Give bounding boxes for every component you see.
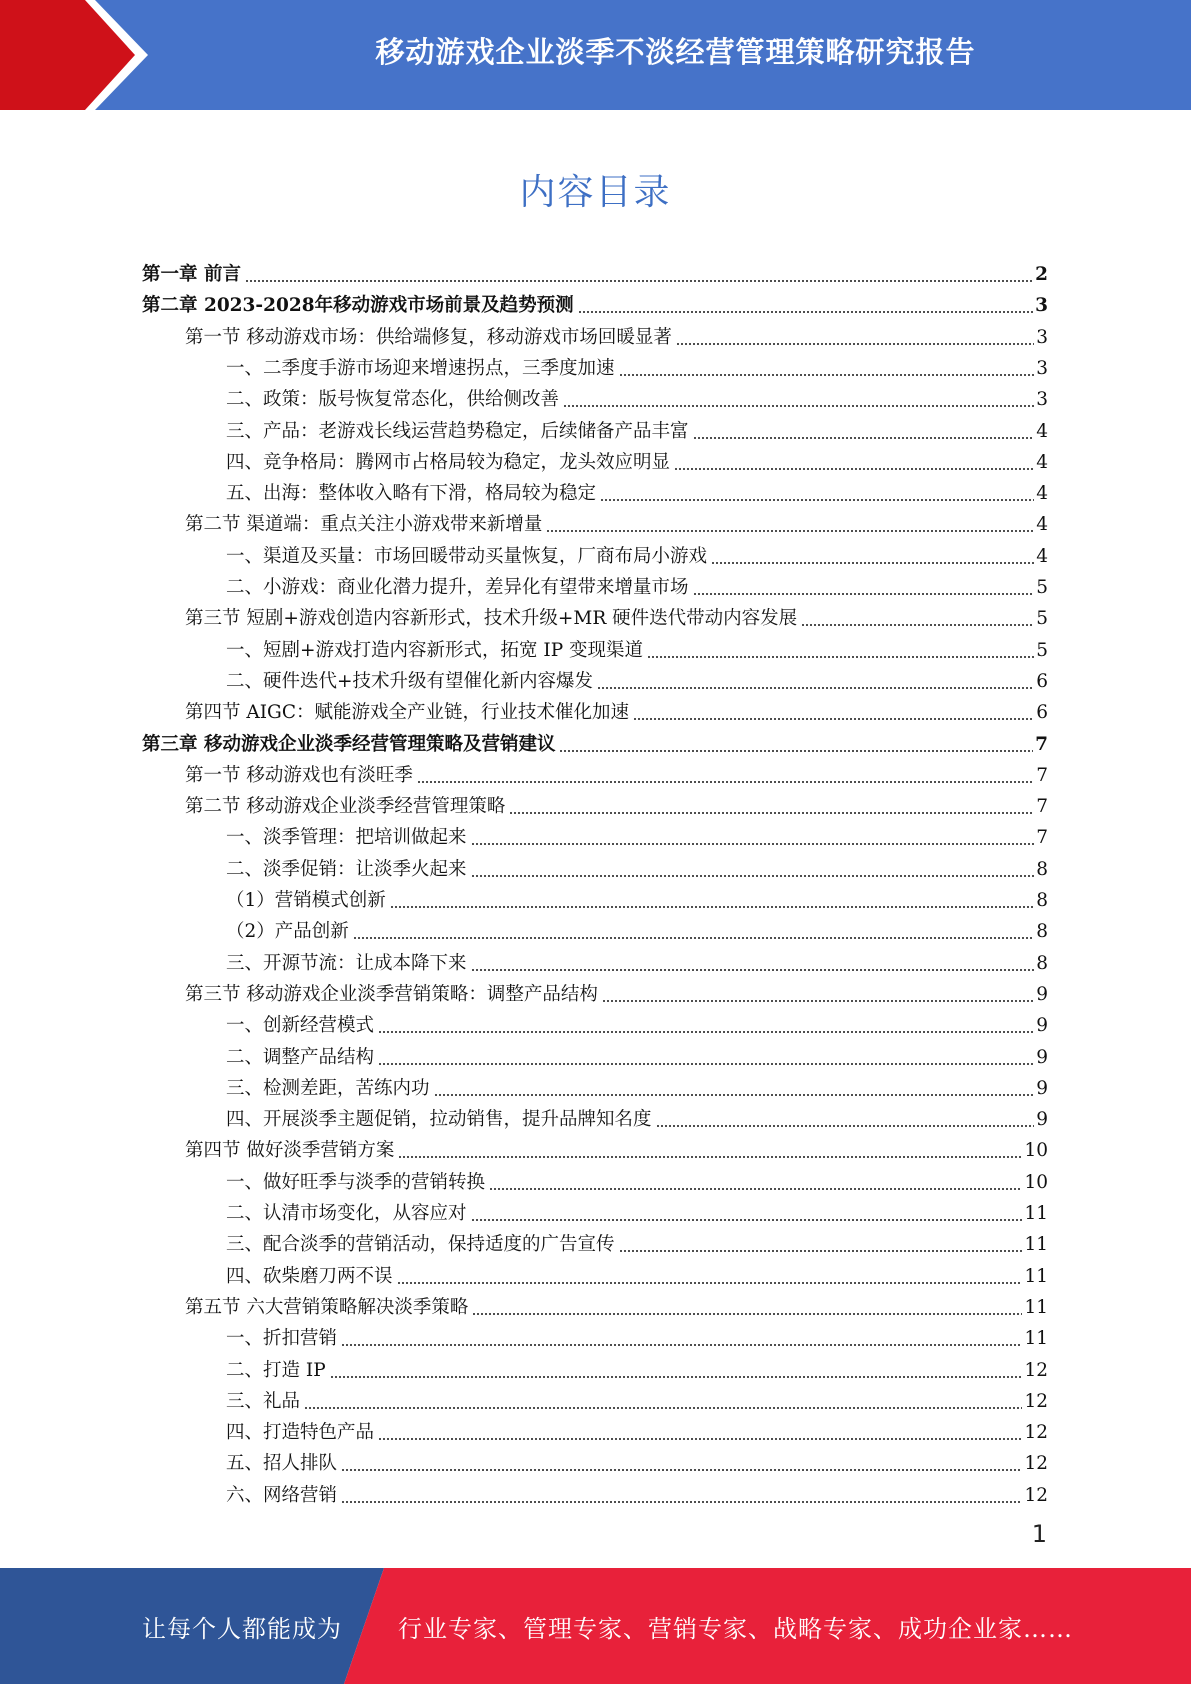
toc-leader-dots xyxy=(801,624,1034,626)
toc-entry-page: 9 xyxy=(1036,1015,1048,1037)
toc-leader-dots xyxy=(676,343,1034,345)
toc-entry-title: 一、做好旺季与淡季的营销转换 xyxy=(226,1171,486,1193)
toc-entry-page: 12 xyxy=(1024,1390,1048,1412)
toc-entry-page: 9 xyxy=(1036,1109,1048,1131)
toc-entry[interactable] xyxy=(226,1351,1048,1382)
toc-entry[interactable] xyxy=(226,474,1048,505)
page-number: 1 xyxy=(1031,1520,1047,1548)
toc-leader-dots xyxy=(647,656,1034,658)
toc-entry-page: 12 xyxy=(1024,1422,1048,1444)
toc-entry-page: 8 xyxy=(1036,921,1048,943)
toc-leader-dots xyxy=(509,812,1034,814)
toc-leader-dots xyxy=(602,1000,1034,1002)
toc-entry-page: 3 xyxy=(1035,295,1048,317)
toc-leader-dots xyxy=(633,718,1034,720)
toc-entry-page: 6 xyxy=(1036,702,1048,724)
toc-entry-page: 7 xyxy=(1036,796,1048,818)
toc-entry[interactable] xyxy=(226,818,1048,849)
toc-entry-title: 第一节 移动游戏也有淡旺季 xyxy=(185,764,413,786)
toc-entry-title: 四、开展淡季主题促销，拉动销售，提升品牌知名度 xyxy=(226,1109,652,1131)
toc-leader-dots xyxy=(398,1156,1022,1158)
toc-entry-title: 一、渠道及买量：市场回暖带动买量恢复，厂商布局小游戏 xyxy=(226,545,708,567)
toc-entry[interactable] xyxy=(226,850,1048,881)
toc-entry-page: 3 xyxy=(1036,326,1048,348)
toc-entry[interactable] xyxy=(185,1288,1048,1319)
toc-entry-page: 5 xyxy=(1036,577,1048,598)
toc-entry-page: 9 xyxy=(1036,1077,1048,1099)
toc-entry-title: 第四节 做好淡季营销方案 xyxy=(185,1140,395,1162)
toc-entry[interactable] xyxy=(185,505,1048,536)
toc-entry-title: 第二章 2023-2028年移动游戏市场前景及趋势预测 xyxy=(142,295,574,317)
toc-entry[interactable] xyxy=(226,944,1048,975)
toc-entry-title: 四、打造特色产品 xyxy=(226,1422,375,1444)
toc-leader-dots xyxy=(341,1344,1022,1346)
toc-entry[interactable] xyxy=(185,318,1048,349)
toc-entry[interactable] xyxy=(185,599,1048,630)
toc-entry[interactable] xyxy=(226,631,1048,662)
toc-leader-dots xyxy=(597,687,1034,689)
toc-leader-dots xyxy=(353,937,1034,939)
toc-entry-title: 第二节 渠道端：重点关注小游戏带来新增量 xyxy=(185,514,543,536)
toc-entry-page: 7 xyxy=(1035,733,1048,755)
toc-entry-title: 第三节 移动游戏企业淡季营销策略：调整产品结构 xyxy=(185,983,598,1005)
toc-entry-title: 第三章 移动游戏企业淡季经营管理策略及营销建议 xyxy=(142,733,556,755)
toc-entry-title: 二、淡季促销：让淡季火起来 xyxy=(226,858,467,880)
toc-entry[interactable] xyxy=(226,912,1048,943)
toc-entry-page: 12 xyxy=(1024,1453,1048,1475)
toc-entry[interactable] xyxy=(226,349,1048,380)
toc-entry[interactable] xyxy=(226,1069,1048,1100)
toc-entry-title: 二、小游戏：商业化潜力提升，差异化有望带来增量市场 xyxy=(226,577,689,598)
toc-entry-title: 三、产品：老游戏长线运营趋势稳定，后续储备产品丰富 xyxy=(226,420,689,442)
toc-entry-page: 11 xyxy=(1024,1328,1048,1350)
toc-entry[interactable] xyxy=(226,1194,1048,1225)
toc-leader-dots xyxy=(559,750,1033,752)
toc-entry[interactable] xyxy=(142,725,1048,756)
toc-entry[interactable] xyxy=(226,662,1048,693)
toc-entry[interactable] xyxy=(226,380,1048,411)
toc-entry-title: 一、折扣营销 xyxy=(226,1328,338,1350)
toc-leader-dots xyxy=(471,875,1035,877)
toc-leader-dots xyxy=(330,1376,1023,1378)
toc-entry-title: 第四节 AIGC：赋能游戏全产业链，行业技术催化加速 xyxy=(185,702,629,724)
toc-leader-dots xyxy=(378,1438,1022,1440)
toc-leader-dots xyxy=(417,781,1034,783)
toc-entry-page: 3 xyxy=(1036,389,1048,411)
toc-entry-title: 第三节 短剧+游戏创造内容新形式，技术升级+MR 硬件迭代带动内容发展 xyxy=(185,608,798,630)
toc-entry-page: 11 xyxy=(1024,1265,1048,1287)
toc-entry-title: 五、招人排队 xyxy=(226,1453,338,1475)
toc-entry-page: 4 xyxy=(1036,514,1048,536)
toc-entry-title: 一、创新经营模式 xyxy=(226,1015,375,1037)
toc-entry[interactable] xyxy=(226,1006,1048,1037)
toc-entry-page: 10 xyxy=(1024,1171,1048,1193)
toc-entry[interactable] xyxy=(185,975,1048,1006)
toc-entry[interactable] xyxy=(226,1163,1048,1194)
toc-entry[interactable] xyxy=(226,1476,1048,1507)
toc-leader-dots xyxy=(434,1094,1035,1096)
toc-entry-title: 三、检测差距，苦练内功 xyxy=(226,1077,430,1099)
toc-leader-dots xyxy=(378,1031,1034,1033)
toc-entry-title: 六、网络营销 xyxy=(226,1484,338,1506)
page-header xyxy=(0,0,1191,110)
toc-leader-dots xyxy=(304,1407,1022,1409)
toc-entry[interactable] xyxy=(226,1038,1048,1069)
toc-entry-title: 二、调整产品结构 xyxy=(226,1046,375,1068)
toc-entry-page: 4 xyxy=(1036,420,1048,442)
toc-leader-dots xyxy=(378,1063,1034,1065)
toc-entry-title: （1）营销模式创新 xyxy=(226,890,386,911)
toc-entry-page: 11 xyxy=(1024,1234,1048,1256)
toc-leader-dots xyxy=(390,906,1034,908)
toc-leader-dots xyxy=(341,1501,1022,1503)
toc-leader-dots xyxy=(711,562,1034,564)
toc-entry-page: 12 xyxy=(1024,1359,1048,1381)
toc-entry-title: 三、配合淡季的营销活动，保持适度的广告宣传 xyxy=(226,1234,615,1256)
toc-entry[interactable] xyxy=(185,1131,1048,1162)
toc-entry[interactable] xyxy=(226,1319,1048,1350)
footer-slogan-left: 让每个人都能成为 xyxy=(142,1614,342,1643)
toc-entry[interactable] xyxy=(226,537,1048,568)
toc-entry[interactable] xyxy=(185,693,1048,724)
toc-entry-page: 6 xyxy=(1036,670,1048,692)
toc-entry-title: 五、出海：整体收入略有下滑，格局较为稳定 xyxy=(226,483,597,505)
toc-leader-dots xyxy=(397,1282,1023,1284)
toc-entry-title: 第五节 六大营销策略解决淡季策略 xyxy=(185,1296,469,1318)
toc-entry-page: 12 xyxy=(1024,1484,1048,1506)
toc-entry-page: 4 xyxy=(1036,545,1048,567)
toc-leader-dots xyxy=(619,374,1035,376)
toc-entry[interactable] xyxy=(142,286,1048,317)
toc-entry-page: 8 xyxy=(1036,858,1048,880)
toc-entry-page: 5 xyxy=(1036,608,1048,630)
toc-entry-title: 三、礼品 xyxy=(226,1390,301,1412)
toc-entry[interactable] xyxy=(226,568,1048,599)
toc-leader-dots xyxy=(471,969,1035,971)
toc-entry[interactable] xyxy=(226,443,1048,474)
toc-entry-title: 一、淡季管理：把培训做起来 xyxy=(226,827,467,849)
toc-entry-title: 四、竞争格局：腾网市占格局较为稳定，龙头效应明显 xyxy=(226,451,671,473)
report-title: 移动游戏企业淡季不淡经营管理策略研究报告 xyxy=(375,34,976,69)
toc-leader-dots xyxy=(471,843,1035,845)
toc-entry[interactable] xyxy=(226,412,1048,443)
toc-entry-title: 二、认清市场变化，从容应对 xyxy=(226,1203,467,1224)
toc-entry-page: 7 xyxy=(1036,764,1048,786)
toc-entry-page: 11 xyxy=(1024,1203,1048,1224)
toc-entry-page: 7 xyxy=(1036,827,1048,849)
toc-entry-page: 2 xyxy=(1035,264,1048,285)
toc-entry-page: 9 xyxy=(1036,983,1048,1005)
toc-entry-title: 第二节 移动游戏企业淡季经营管理策略 xyxy=(185,796,506,818)
toc-leader-dots xyxy=(674,468,1034,470)
toc-entry-page: 3 xyxy=(1036,357,1048,379)
toc-entry-page: 11 xyxy=(1024,1296,1048,1318)
toc-entry[interactable] xyxy=(226,1444,1048,1475)
toc-entry-title: 二、政策：版号恢复常态化，供给侧改善 xyxy=(226,389,560,411)
toc-leader-dots xyxy=(693,593,1035,595)
toc-leader-dots xyxy=(600,499,1034,501)
toc-entry-page: 8 xyxy=(1036,890,1048,911)
toc-leader-dots xyxy=(563,405,1034,407)
toc-entry[interactable] xyxy=(226,1225,1048,1256)
toc-entry-page: 4 xyxy=(1036,483,1048,505)
toc-entry-page: 10 xyxy=(1024,1140,1048,1162)
footer-slogan-right: 行业专家、管理专家、营销专家、战略专家、成功企业家…… xyxy=(398,1614,1073,1643)
toc-entry[interactable] xyxy=(226,1100,1048,1131)
toc-entry-title: 二、打造 IP xyxy=(226,1359,326,1381)
toc-entry-page: 5 xyxy=(1036,639,1048,661)
toc-leader-dots xyxy=(341,1469,1022,1471)
toc-leader-dots xyxy=(619,1250,1023,1252)
toc-leader-dots xyxy=(546,530,1034,532)
toc-entry[interactable] xyxy=(185,756,1048,787)
toc-leader-dots xyxy=(578,311,1034,313)
toc-entry[interactable] xyxy=(142,255,1048,286)
toc-entry-page: 8 xyxy=(1036,952,1048,974)
toc-leader-dots xyxy=(489,1188,1022,1190)
toc-leader-dots xyxy=(471,1219,1023,1221)
toc-entry-page: 9 xyxy=(1036,1046,1048,1068)
toc-title: 内容目录 xyxy=(519,172,672,213)
toc-leader-dots xyxy=(656,1125,1035,1127)
toc-entry-title: 一、二季度手游市场迎来增速拐点，三季度加速 xyxy=(226,357,615,379)
toc-entry-title: （2）产品创新 xyxy=(226,921,349,943)
toc-leader-dots xyxy=(245,280,1033,282)
toc-entry-title: 四、砍柴磨刀两不误 xyxy=(226,1265,393,1287)
toc-entry[interactable] xyxy=(226,1382,1048,1413)
toc-entry[interactable] xyxy=(185,787,1048,818)
toc-entry[interactable] xyxy=(226,1413,1048,1444)
toc-entry-title: 第一章 前言 xyxy=(142,264,241,285)
toc-entry-title: 三、开源节流：让成本降下来 xyxy=(226,952,467,974)
toc-entry-title: 一、短剧+游戏打造内容新形式，拓宽 IP 变现渠道 xyxy=(226,639,644,661)
toc-leader-dots xyxy=(472,1313,1022,1315)
toc-entry[interactable] xyxy=(226,881,1048,912)
toc-entry[interactable] xyxy=(226,1257,1048,1288)
toc-entry-title: 二、硬件迭代+技术升级有望催化新内容爆发 xyxy=(226,670,594,692)
toc-entry-title: 第一节 移动游戏市场：供给端修复，移动游戏市场回暖显著 xyxy=(185,326,672,348)
toc-leader-dots xyxy=(693,437,1035,439)
toc-entry-page: 4 xyxy=(1036,451,1048,473)
page-footer xyxy=(0,1568,1191,1684)
